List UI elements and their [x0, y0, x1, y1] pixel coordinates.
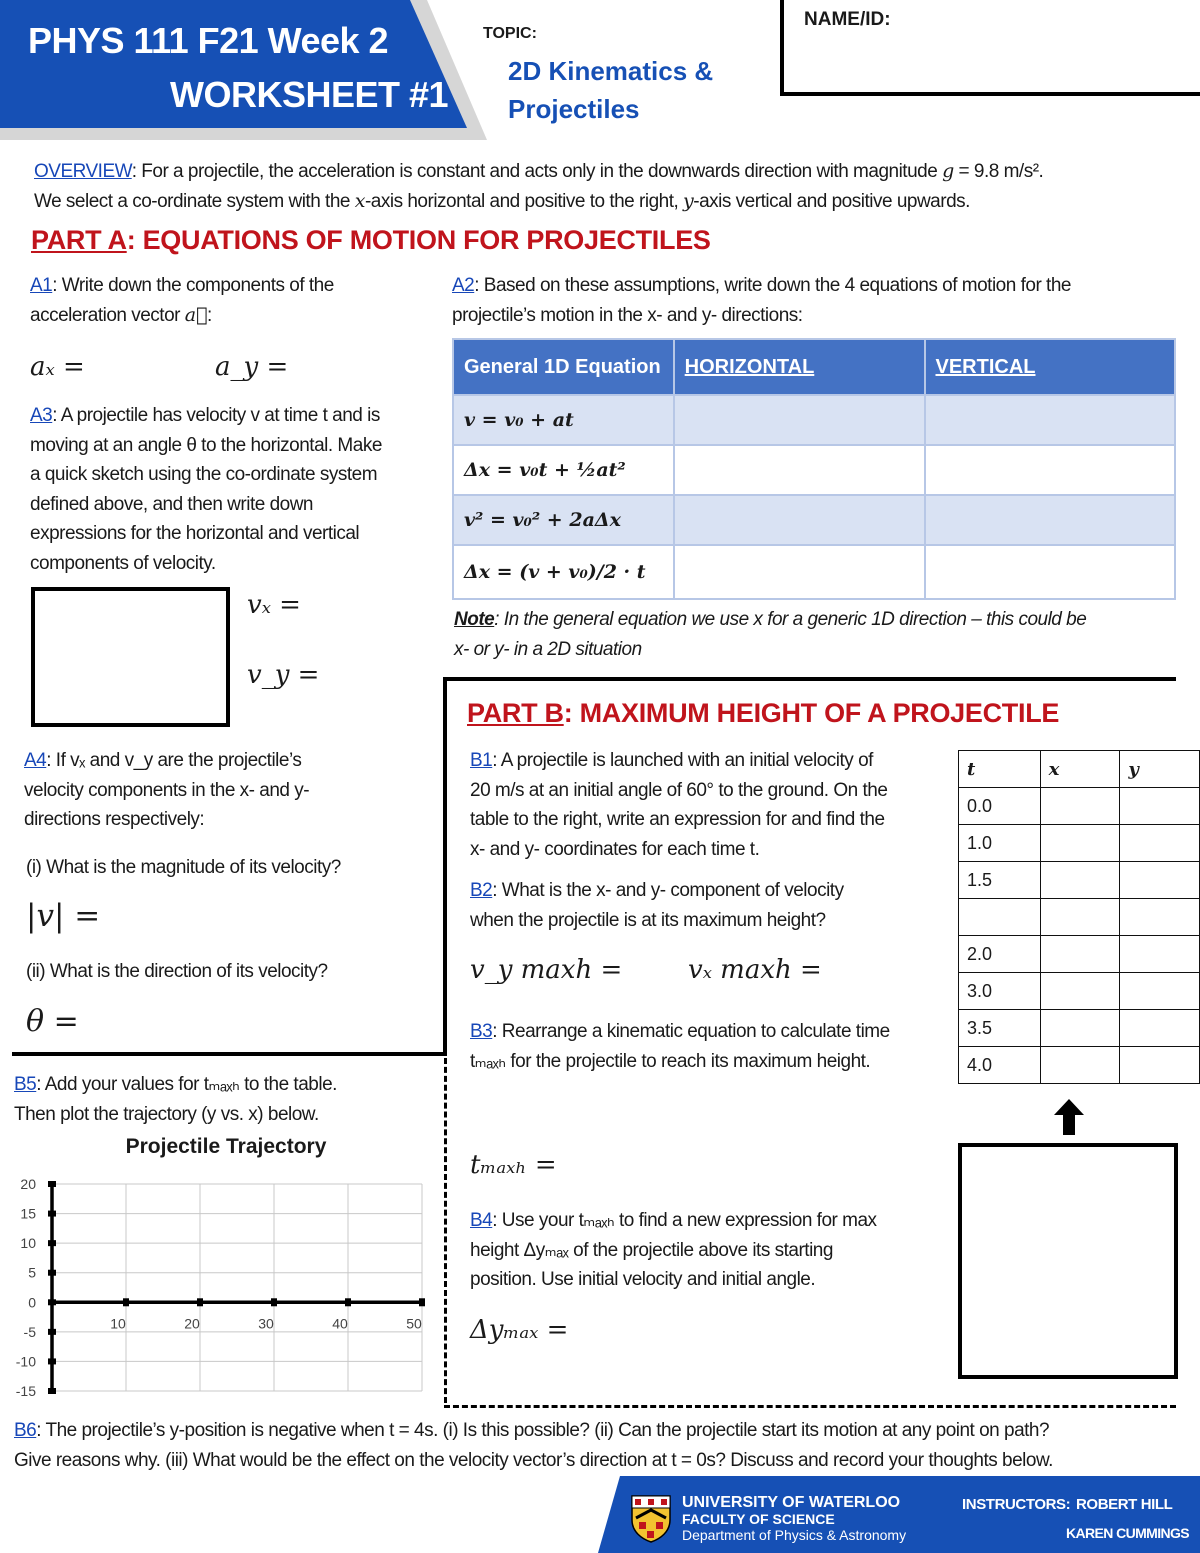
table-row — [959, 936, 1200, 973]
y-cell[interactable] — [1120, 862, 1200, 899]
y-cell[interactable] — [1120, 788, 1200, 825]
a3-line: expressions for the horizontal and vertical — [30, 523, 360, 544]
table-row — [453, 545, 1175, 599]
b1-line: : A projectile is launched with an initial velocity of — [492, 750, 873, 771]
b1-line: 20 m/s at an initial angle of 60° to the ground. On the — [470, 779, 888, 801]
txy-header-x: x — [1040, 751, 1120, 788]
part-a-label: PART A — [31, 225, 127, 255]
horizontal-answer-cell[interactable] — [674, 495, 925, 545]
x-symbol: x — [354, 189, 365, 212]
horizontal-answer-cell[interactable] — [674, 445, 925, 495]
b4-line: : Use your tₘₐₓₕ to find a new expression for max — [492, 1210, 877, 1231]
y-tick-mark — [48, 1388, 56, 1394]
y-tick-label: 10 — [20, 1235, 36, 1252]
time-cell: 0.0 — [959, 788, 1041, 825]
x-tick-mark — [419, 1298, 425, 1306]
t-maxh-answer-label: tₘₐₓₕ = — [470, 1150, 557, 1180]
x-tick-label: 50 — [406, 1315, 422, 1332]
x-cell[interactable] — [1040, 788, 1120, 825]
a4-line: directions respectively: — [24, 809, 205, 830]
footer-university — [682, 1494, 906, 1544]
a3-line: defined above, and then write down — [30, 493, 313, 515]
divider-vertical — [443, 677, 447, 1056]
a4-label: A4 — [24, 750, 47, 771]
y-tick-mark — [48, 1181, 56, 1187]
table-row — [959, 899, 1200, 936]
time-cell: 1.5 — [959, 862, 1041, 899]
question-a1 — [30, 271, 430, 330]
question-b4 — [470, 1206, 950, 1295]
vertical-answer-cell[interactable] — [925, 445, 1176, 495]
table-row — [959, 973, 1200, 1010]
overview-text-1b: = 9.8 m/s² — [953, 161, 1039, 182]
part-a-heading — [31, 225, 711, 256]
department-name: Department of Physics & Astronomy — [682, 1527, 907, 1543]
b5-line: : Add your values for tₘₐₓₕ to the table. — [36, 1074, 337, 1095]
b6-line1: : The projectile’s y-position is negative when t = 4s. (i) Is this possible? (ii) Can the projectile start its motion at any point on path? — [36, 1420, 1050, 1441]
instructor-1: ROBERT HILL — [1076, 1496, 1173, 1513]
question-b2 — [470, 876, 950, 935]
divider-top — [443, 677, 1176, 681]
dy-max-answer-label: Δyₘₐₓ = — [470, 1315, 569, 1345]
vertical-answer-cell[interactable] — [925, 495, 1176, 545]
magnitude-answer-label: |v| = — [26, 898, 101, 934]
faculty-name: FACULTY OF SCIENCE — [682, 1511, 835, 1527]
x-cell[interactable] — [1040, 1047, 1120, 1084]
txy-header-y: y — [1120, 751, 1200, 788]
part-a-title: : EQUATIONS OF MOTION FOR PROJECTILES — [126, 225, 711, 255]
equation-cell: v = v₀ + at — [453, 395, 674, 445]
time-cell-tmaxh[interactable] — [959, 899, 1041, 936]
y-tick-label: -10 — [15, 1353, 36, 1370]
b2-label: B2 — [470, 880, 493, 901]
dashed-divider-horizontal — [444, 1405, 1176, 1408]
y-cell[interactable] — [1120, 825, 1200, 862]
a3-line: components of velocity. — [30, 552, 216, 574]
university-name: UNIVERSITY OF WATERLOO — [682, 1494, 901, 1511]
table-row — [453, 495, 1175, 545]
x-cell[interactable] — [1040, 825, 1120, 862]
equation-cell: Δx = v₀t + ½at² — [453, 445, 674, 495]
y-tick-label: -5 — [23, 1323, 36, 1340]
x-tick-mark — [197, 1298, 203, 1306]
time-cell: 3.0 — [959, 973, 1041, 1010]
vx-answer-label: vₓ = — [247, 590, 301, 620]
table-row — [959, 862, 1200, 899]
instructor-2: KAREN CUMMINGS — [1066, 1525, 1190, 1541]
theta-answer-label: θ = — [26, 1004, 79, 1039]
time-cell: 1.0 — [959, 825, 1041, 862]
vy-maxh-answer-label: v_y maxh = — [470, 955, 623, 985]
part-b-heading — [467, 698, 1059, 729]
b1-line: x- and y- coordinates for each time t. — [470, 838, 760, 860]
divider-left — [12, 1052, 447, 1056]
x-cell[interactable] — [1040, 862, 1120, 899]
table-note — [454, 605, 1184, 664]
table-row — [959, 1010, 1200, 1047]
y-tick-label: 0 — [28, 1294, 36, 1311]
y-cell[interactable] — [1120, 936, 1200, 973]
overview-text-1a: : For a projectile, the acceleration is constant and acts only in the downwards direction with magnitude — [131, 161, 943, 182]
a3-label: A3 — [30, 405, 53, 426]
horizontal-answer-cell[interactable] — [674, 545, 925, 599]
horizontal-answer-cell[interactable] — [674, 395, 925, 445]
y-tick-mark — [48, 1270, 56, 1276]
arrow-up-icon — [1052, 1097, 1086, 1137]
th-horizontal — [674, 339, 925, 395]
y-tick-mark — [48, 1211, 56, 1217]
question-b6 — [14, 1416, 1194, 1475]
a4-line: velocity components in the x- and y- — [24, 779, 310, 801]
part-b-label: PART B — [467, 698, 564, 728]
x-tick-label: 30 — [258, 1315, 274, 1332]
equations-table-header — [453, 339, 1175, 395]
a1-end: : — [206, 304, 212, 326]
ay-answer-label: a_y = — [215, 352, 289, 382]
topic-label: TOPIC: — [483, 25, 537, 42]
a4-line: : If vₓ and v_y are the projectile’s — [46, 750, 302, 771]
a3-line: : A projectile has velocity v at time t and is — [52, 405, 380, 426]
b3-line: : Rearrange a kinematic equation to calculate time — [492, 1021, 890, 1042]
x-tick-label: 10 — [110, 1315, 126, 1332]
b4-work-box[interactable] — [958, 1143, 1178, 1379]
y-tick-label: 20 — [20, 1176, 36, 1192]
b4-label: B4 — [470, 1210, 493, 1231]
txy-header-t: t — [959, 751, 1041, 788]
trajectory-chart[interactable] — [0, 1170, 440, 1400]
topic-value — [508, 52, 713, 128]
vertical-answer-cell[interactable] — [925, 395, 1176, 445]
x-cell[interactable] — [1040, 899, 1120, 936]
time-cell: 2.0 — [959, 936, 1041, 973]
x-tick-mark — [345, 1298, 351, 1306]
overview — [34, 157, 1184, 216]
instructors-label: INSTRUCTORS: — [962, 1496, 1071, 1513]
b2-line: : What is the x- and y- component of velocity — [492, 880, 844, 901]
part-b-title: : MAXIMUM HEIGHT OF A PROJECTILE — [563, 698, 1060, 728]
question-b5 — [14, 1070, 434, 1129]
question-a3 — [30, 401, 435, 578]
y-cell[interactable] — [1120, 899, 1200, 936]
b4-line: height Δyₘₐₓ of the projectile above its starting — [470, 1239, 833, 1261]
x-tick-label: 40 — [332, 1315, 348, 1332]
th-vertical-text: VERTICAL — [935, 355, 1036, 378]
y-tick-label: -15 — [15, 1383, 36, 1399]
th-general: General 1D Equation — [453, 339, 674, 395]
ax-answer-label: aₓ = — [30, 352, 85, 382]
university-crest-icon — [630, 1494, 672, 1544]
a2-line1: : Based on these assumptions, write down the 4 equations of motion for the — [474, 275, 1071, 296]
note-label: Note — [454, 609, 495, 630]
table-row — [453, 395, 1175, 445]
y-tick-mark — [48, 1358, 56, 1364]
b6-line2: Give reasons why. (iii) What would be the effect on the velocity vector’s direction at t = 0s? Discuss and record your thoughts below. — [14, 1449, 1053, 1471]
chart-title: Projectile Trajectory — [125, 1135, 327, 1158]
overview-text-2b: -axis horizontal and positive to the right, — [364, 190, 684, 212]
page-title-line1: PHYS 111 F21 Week 2 — [28, 20, 389, 61]
equation-cell: v² = v₀² + 2aΔx — [453, 495, 674, 545]
table-row — [959, 1047, 1200, 1084]
y-cell[interactable] — [1120, 1010, 1200, 1047]
y-tick-label: 5 — [28, 1264, 36, 1281]
note-line1: : In the general equation we use x for a generic 1D direction – this could be — [494, 609, 1087, 630]
question-b1 — [470, 746, 950, 864]
txy-table — [958, 750, 1200, 1084]
y-symbol: y — [683, 189, 694, 212]
a4-question-i: (i) What is the magnitude of its velocity? — [26, 857, 341, 878]
x-tick-label: 20 — [184, 1315, 200, 1332]
topic-line1: 2D Kinematics & — [508, 56, 714, 86]
a1-line1: : Write down the components of the — [52, 275, 334, 296]
name-id-label: NAME/ID: — [804, 9, 891, 30]
question-b3 — [470, 1017, 950, 1076]
x-cell[interactable] — [1040, 1010, 1120, 1047]
time-cell: 3.5 — [959, 1010, 1041, 1047]
overview-text-1-end: . — [1038, 161, 1044, 182]
a3-line: moving at an angle θ to the horizontal. Make — [30, 434, 382, 456]
a2-line2: projectile’s motion in the x- and y- directions: — [452, 304, 803, 326]
page-title-line2: WORKSHEET #1 — [170, 74, 449, 115]
sketch-box[interactable] — [31, 587, 230, 727]
th-vertical — [925, 339, 1176, 395]
x-cell[interactable] — [1040, 973, 1120, 1010]
x-tick-mark — [271, 1298, 277, 1306]
b1-label: B1 — [470, 750, 493, 771]
g-symbol: g — [942, 160, 954, 182]
table-row — [959, 788, 1200, 825]
question-a2 — [452, 271, 1192, 330]
a2-label: A2 — [452, 275, 475, 296]
b1-line: table to the right, write an expression for and find the — [470, 809, 885, 830]
a4-question-ii: (ii) What is the direction of its velocity? — [26, 961, 328, 982]
b5-line: Then plot the trajectory (y vs. x) below. — [14, 1103, 319, 1125]
b4-line: position. Use initial velocity and initial angle. — [470, 1269, 816, 1290]
txy-header-row — [959, 751, 1200, 788]
equations-table — [452, 338, 1176, 600]
note-line2: x- or y- in a 2D situation — [454, 638, 642, 660]
vy-answer-label: v_y = — [247, 660, 320, 690]
time-cell: 4.0 — [959, 1047, 1041, 1084]
table-row — [959, 825, 1200, 862]
question-a4 — [24, 746, 429, 835]
equation-cell: Δx = (v + v₀)/2 · t — [453, 545, 674, 599]
x-tick-mark — [123, 1298, 129, 1306]
y-tick-label: 15 — [20, 1205, 36, 1222]
b2-line: when the projectile is at its maximum height? — [470, 909, 826, 931]
b6-label: B6 — [14, 1420, 37, 1441]
overview-text-2c: -axis vertical and positive upwards. — [693, 190, 970, 212]
dashed-divider-vertical — [444, 1058, 447, 1403]
x-cell[interactable] — [1040, 936, 1120, 973]
overview-text-2a: We select a co-ordinate system with the — [34, 190, 355, 212]
overview-label: OVERVIEW — [34, 161, 132, 182]
a3-line: a quick sketch using the co-ordinate system — [30, 464, 378, 485]
y-tick-mark — [48, 1329, 56, 1335]
y-cell[interactable] — [1120, 1047, 1200, 1084]
y-tick-mark — [48, 1299, 56, 1305]
vx-maxh-answer-label: vₓ maxh = — [688, 955, 822, 985]
y-cell[interactable] — [1120, 973, 1200, 1010]
table-row — [453, 445, 1175, 495]
th-horizontal-text: HORIZONTAL — [684, 355, 815, 378]
a1-line2: acceleration vector — [30, 304, 185, 326]
y-tick-mark — [48, 1240, 56, 1246]
a1-label: A1 — [30, 275, 53, 296]
b5-label: B5 — [14, 1074, 37, 1095]
a-vector-symbol: a⃗ — [184, 303, 207, 326]
b3-label: B3 — [470, 1021, 493, 1042]
vertical-answer-cell[interactable] — [925, 545, 1176, 599]
b3-line: tₘₐₓₕ for the projectile to reach its maximum height. — [470, 1050, 871, 1072]
topic-line2: Projectiles — [508, 94, 640, 124]
